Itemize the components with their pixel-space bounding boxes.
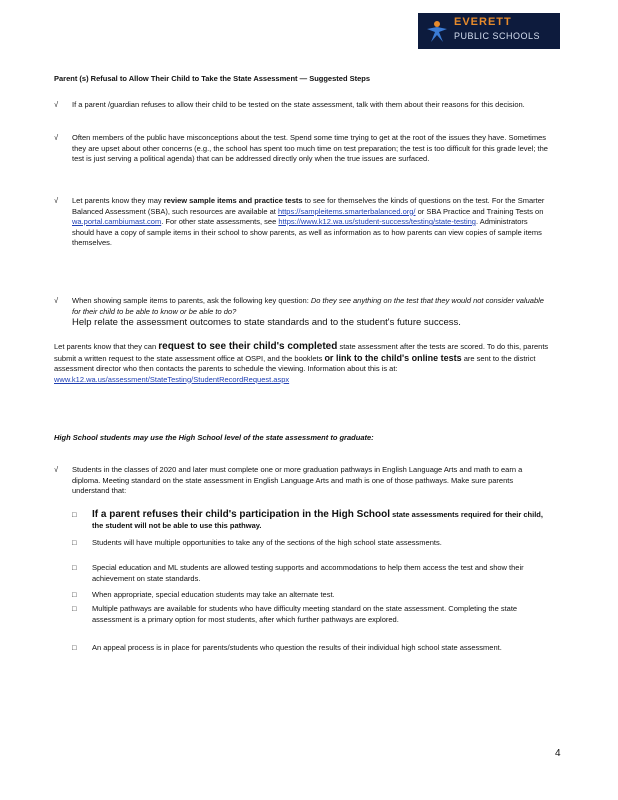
sub-item xyxy=(72,604,550,625)
text-run-italic: Do they see anything on the test that they would not consider valuable for their child to be able to know or be able to do? xyxy=(72,296,544,316)
section-heading: High School students may use the High School level of the state assessment to graduate: xyxy=(54,433,374,442)
text-run-large: If a parent refuses their child's participation in the High School xyxy=(92,509,390,520)
text-run-large: request to see their child's completed xyxy=(158,341,338,352)
text-run: When showing sample items to parents, ask the following key question: xyxy=(72,296,309,305)
box-icon: □ xyxy=(72,563,77,572)
text-run: . Administrators should have a copy of sample items in their school to show parents, as well as information as to how parents can view copies of sample items themselves. xyxy=(72,217,542,247)
paragraph xyxy=(54,342,550,385)
star-figure-icon xyxy=(424,18,450,44)
text-run: Let parents know they may xyxy=(72,196,162,205)
text-run: . For other state assessments, see xyxy=(161,217,277,226)
text-run: state assessment xyxy=(392,510,455,519)
check-icon: √ xyxy=(54,196,59,205)
text-run-large: or link to the child's online tests xyxy=(324,352,462,363)
sub-item-text: Multiple pathways are available for students who have difficulty meeting standard on the state assessment. Completing the state assessment is a primary option for most students, after which further pathways are explored. xyxy=(92,604,518,624)
box-icon: □ xyxy=(72,510,77,519)
box-icon: □ xyxy=(72,590,77,599)
student-record-link[interactable]: www.k12.wa.us/assessment/StateTesting/StudentRecordRequest.aspx xyxy=(54,374,290,384)
sub-item xyxy=(72,643,550,654)
box-icon: □ xyxy=(72,604,77,613)
sub-item xyxy=(72,510,550,531)
item-text: If a parent /guardian refuses to allow their child to be tested on the state assessment, talk with them about their reasons for this decision. xyxy=(72,100,525,109)
sample-items-link[interactable]: https://sampleitems.smarterbalanced.org/ xyxy=(277,206,416,216)
item-text xyxy=(72,196,550,249)
state-testing-link[interactable]: https://www.k12.wa.us/student-success/testing/state-testing xyxy=(278,217,476,226)
item-text: Students in the classes of 2020 and later must complete one or more graduation pathways in English Language Arts and math to earn a diploma. Meeting standard on the state assessment in English Language Arts and math is one of those pathways. Make sure parents understand that: xyxy=(72,465,523,495)
sub-item xyxy=(72,563,550,584)
check-icon: √ xyxy=(54,296,59,305)
item-text xyxy=(72,296,550,329)
text-run: to see for themselves the kinds of questions on the test. For the Smarter Balanced Assessment (SBA), such resources are available at xyxy=(72,196,545,216)
item-text: Often members of the public have misconceptions about the test. Spend some time trying to get at the root of the issues they have. Sometimes they are upset about other concerns (e.g., the school has spent too much time on test preparation; the test is too difficult for this grade level; the test is just serving a political agenda) that can be addressed directly only when the true issues are surfaced. xyxy=(72,133,548,163)
text-run-large: Help relate the assessment outcomes to state standards and to the student's future success. xyxy=(72,317,461,328)
sub-item-text: An appeal process is in place for parents/students who question the results of their individual high school state assessment. xyxy=(92,643,502,652)
sub-item-text xyxy=(92,510,550,531)
text-run: are sent to the district assessment director who then contacts the parents to schedule the viewing. Information about this is at: xyxy=(54,353,536,373)
box-icon: □ xyxy=(72,643,77,652)
district-logo xyxy=(418,13,560,49)
cambium-link[interactable]: wa.portal.cambiumast.com xyxy=(72,217,162,226)
text-run: state assessment after the tests are scored. To do this, parents submit a written request to the state assessment office at OSPI, and the booklets xyxy=(54,342,549,363)
sub-item xyxy=(72,590,550,601)
list-item xyxy=(54,100,550,111)
page-title: Parent (s) Refusal to Allow Their Child to Take the State Assessment — Suggested Steps xyxy=(54,74,371,83)
logo-line-1: EVERETT xyxy=(454,16,512,28)
sub-item-text: Special education and ML students are allowed testing supports and accommodations to help them access the test and show their achievement on state standards. xyxy=(92,563,524,583)
list-item xyxy=(54,465,550,497)
text-run: Let parents know that they can xyxy=(54,342,157,351)
text-run-bold: review sample items and practice tests xyxy=(163,196,303,205)
list-item xyxy=(54,196,550,249)
list-item xyxy=(54,296,550,329)
text-run: or SBA Practice and Training Tests on xyxy=(417,206,544,216)
check-icon: √ xyxy=(54,100,59,109)
list-item xyxy=(54,133,550,165)
check-icon: √ xyxy=(54,465,59,474)
text-run: s required for their child, the student will not be able to use this pathway. xyxy=(92,510,543,530)
page-number: 4 xyxy=(555,748,561,759)
logo-line-2: PUBLIC SCHOOLS xyxy=(454,31,541,41)
check-icon: √ xyxy=(54,133,59,142)
sub-item-text: When appropriate, special education students may take an alternate test. xyxy=(92,590,335,599)
sub-item xyxy=(72,538,550,549)
sub-item-text: Students will have multiple opportunities to take any of the sections of the high school state assessments. xyxy=(92,538,442,547)
box-icon: □ xyxy=(72,538,77,547)
